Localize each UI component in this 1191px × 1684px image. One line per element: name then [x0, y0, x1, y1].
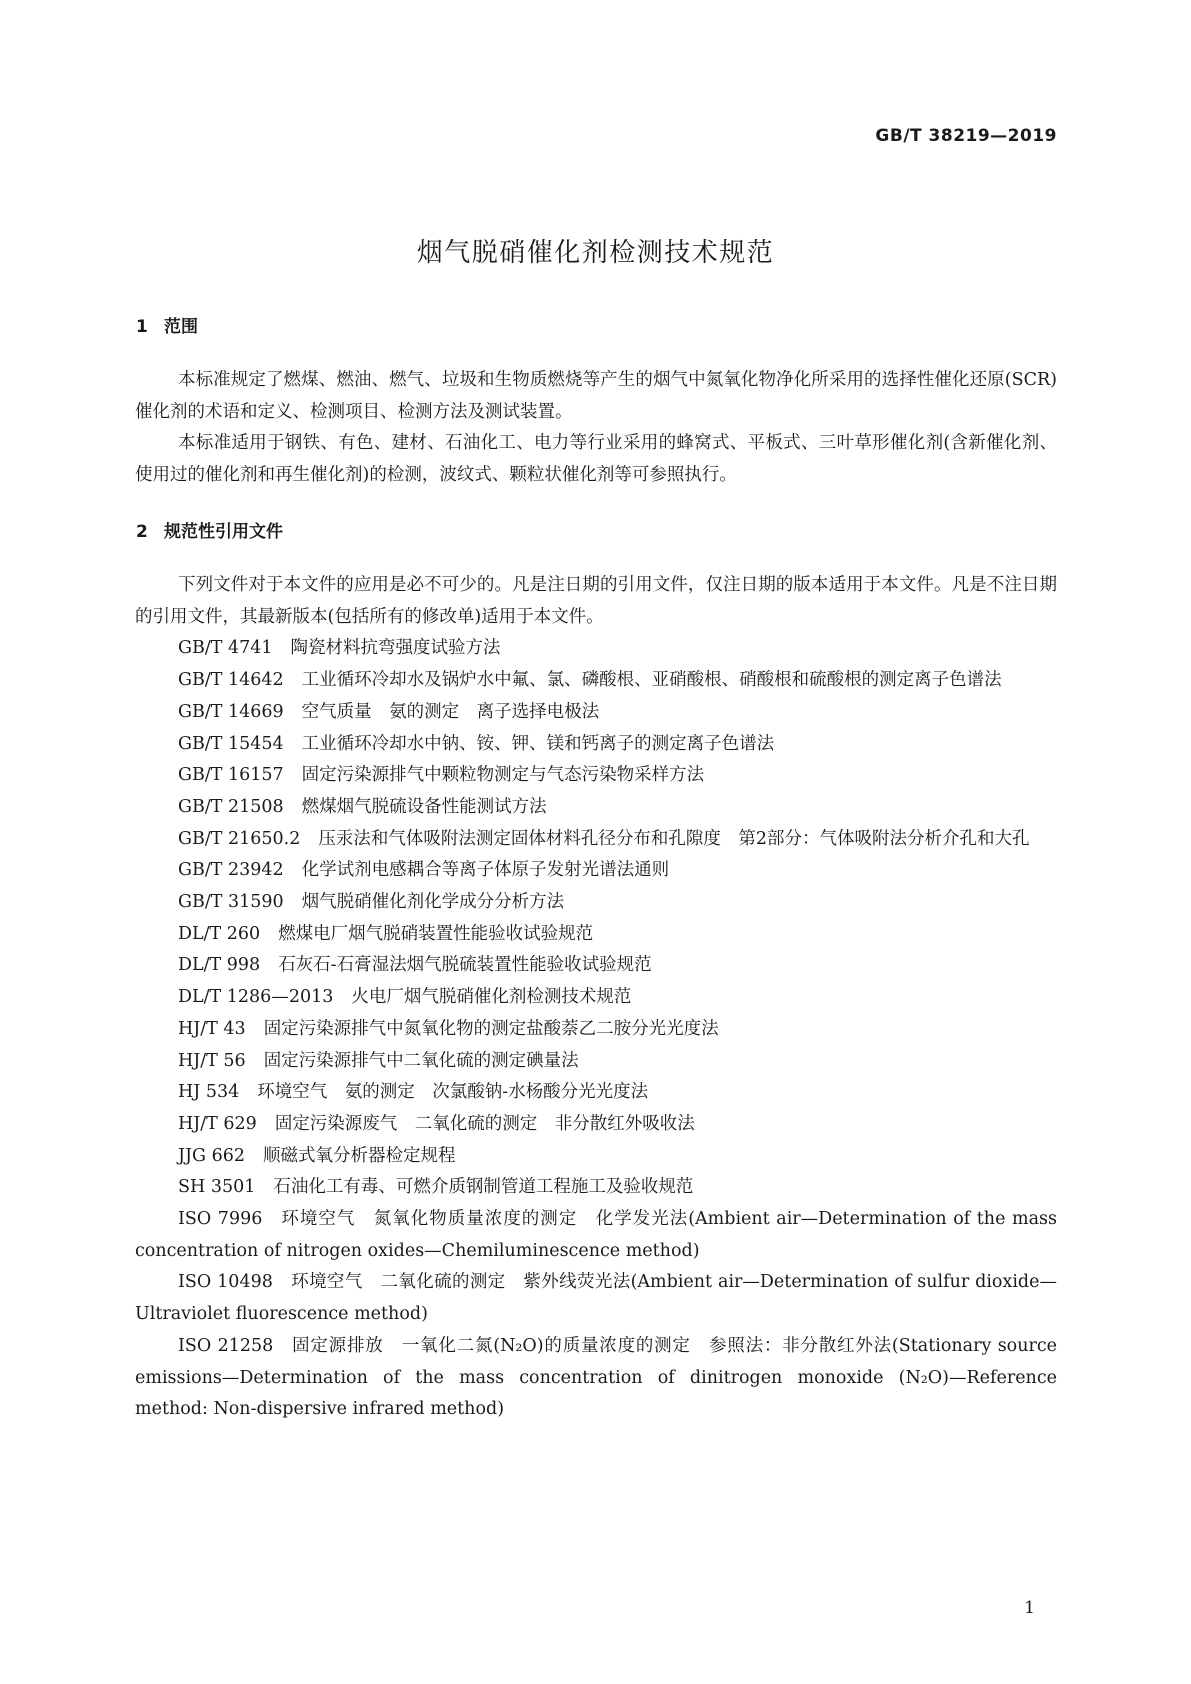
section-2-body	[135, 570, 1057, 1426]
reference-code: GB/T 16157	[178, 765, 284, 786]
reference-code: GB/T 15454	[178, 733, 284, 754]
reference-item	[135, 982, 1057, 1014]
reference-title: 燃煤电厂烟气脱硝装置性能验收试验规范	[278, 923, 594, 944]
section-1-number: 1	[136, 317, 148, 337]
reference-item	[135, 824, 1057, 856]
reference-title: 固定源排放 一氧化二氮(N₂O)的质量浓度的测定 参照法：非分散红外法(Stationary source emissions—Determination of the mass concentration of dinitrogen monoxide (N₂O)—Reference method: Non-dispersive infrared method)	[135, 1335, 1057, 1420]
reference-title: 固定污染源排气中氮氧化物的测定盐酸萘乙二胺分光光度法	[263, 1018, 719, 1039]
section-1-paragraph: 本标准适用于钢铁、有色、建材、石油化工、电力等行业采用的蜂窝式、平板式、三叶草形催化剂(含新催化剂、使用过的催化剂和再生催化剂)的检测，波纹式、颗粒状催化剂等可参照执行。	[135, 433, 1057, 486]
reference-item	[135, 1046, 1057, 1078]
reference-item	[135, 760, 1057, 792]
reference-item	[135, 1331, 1057, 1426]
reference-title: 火电厂烟气脱硝催化剂检测技术规范	[351, 987, 632, 1008]
reference-item	[135, 633, 1057, 665]
reference-title: 固定污染源排气中颗粒物测定与气态污染物采样方法	[301, 765, 705, 786]
reference-code: GB/T 14669	[178, 701, 284, 722]
section-2-title: 规范性引用文件	[164, 522, 283, 542]
reference-code: DL/T 260	[178, 923, 261, 944]
reference-title: 石灰石-石膏湿法烟气脱硫装置性能验收试验规范	[278, 955, 652, 976]
reference-item	[135, 697, 1057, 729]
section-2-number: 2	[136, 522, 148, 542]
reference-code: GB/T 23942	[178, 860, 284, 881]
reference-title: 环境空气 二氧化硫的测定 紫外线荧光法(Ambient air—Determination of sulfur dioxide—Ultraviolet fluorescence method)	[135, 1272, 1057, 1325]
section-1-heading	[136, 312, 198, 337]
reference-list	[135, 633, 1057, 1426]
reference-title: 燃煤烟气脱硫设备性能测试方法	[301, 796, 547, 817]
reference-title: 固定污染源排气中二氧化硫的测定碘量法	[263, 1050, 579, 1071]
reference-title: 环境空气 氨的测定 次氯酸钠-水杨酸分光光度法	[257, 1082, 649, 1103]
reference-code: JJG 662	[178, 1145, 245, 1166]
section-2-intro: 下列文件对于本文件的应用是必不可少的。凡是注日期的引用文件，仅注日期的版本适用于本文件。凡是不注日期的引用文件，其最新版本(包括所有的修改单)适用于本文件。	[135, 575, 1057, 627]
reference-item	[135, 1172, 1057, 1204]
reference-item	[135, 1141, 1057, 1173]
reference-title: 烟气脱硝催化剂化学成分分析方法	[301, 892, 565, 913]
reference-code: SH 3501	[178, 1177, 256, 1198]
reference-title: 顺磁式氧分析器检定规程	[262, 1145, 456, 1166]
reference-title: 石油化工有毒、可燃介质钢制管道工程施工及验收规范	[273, 1177, 694, 1198]
reference-code: HJ/T 629	[178, 1113, 257, 1134]
reference-code: GB/T 31590	[178, 892, 284, 913]
reference-item	[135, 792, 1057, 824]
reference-code: DL/T 1286—2013	[178, 987, 334, 1008]
reference-item	[135, 1077, 1057, 1109]
section-1-paragraph: 本标准规定了燃煤、燃油、燃气、垃圾和生物质燃烧等产生的烟气中氮氧化物净化所采用的选择性催化还原(SCR)催化剂的术语和定义、检测项目、检测方法及测试装置。	[135, 370, 1057, 422]
reference-item	[135, 1204, 1057, 1267]
reference-item	[135, 950, 1057, 982]
reference-title: 工业循环冷却水中钠、铵、钾、镁和钙离子的测定离子色谱法	[301, 733, 775, 754]
reference-code: DL/T 998	[178, 955, 261, 976]
reference-item	[135, 729, 1057, 761]
reference-title: 环境空气 氮氧化物质量浓度的测定 化学发光法(Ambient air—Determination of the mass concentration of nitrogen oxides—Chemiluminescence method)	[135, 1209, 1057, 1261]
reference-item	[135, 1267, 1057, 1330]
reference-code: GB/T 21650.2	[178, 828, 301, 849]
document-title: 烟气脱硝催化剂检测技术规范	[416, 238, 775, 268]
reference-item	[135, 919, 1057, 951]
reference-item	[135, 887, 1057, 919]
reference-code: HJ/T 43	[178, 1018, 246, 1039]
reference-code: GB/T 21508	[178, 796, 284, 817]
reference-item	[135, 665, 1057, 697]
reference-title: 固定污染源废气 二氧化硫的测定 非分散红外吸收法	[274, 1113, 695, 1134]
reference-code: ISO 21258	[178, 1335, 274, 1356]
reference-title: 空气质量 氨的测定 离子选择电极法	[301, 701, 600, 722]
section-2-heading	[136, 517, 283, 542]
section-1-body	[135, 365, 1057, 492]
reference-title: 化学试剂电感耦合等离子体原子发射光谱法通则	[301, 860, 670, 881]
reference-code: HJ/T 56	[178, 1050, 246, 1071]
reference-code: ISO 10498	[178, 1272, 273, 1293]
reference-item	[135, 1109, 1057, 1141]
reference-title: 工业循环冷却水及锅炉水中氟、氯、磷酸根、亚硝酸根、硝酸根和硫酸根的测定离子色谱法	[301, 670, 1002, 691]
reference-title: 陶瓷材料抗弯强度试验方法	[290, 638, 501, 659]
section-1-title: 范围	[164, 317, 198, 337]
reference-code: HJ 534	[178, 1082, 240, 1103]
reference-code: ISO 7996	[178, 1209, 263, 1230]
reference-code: GB/T 14642	[178, 670, 284, 691]
page-number: 1	[1024, 1598, 1035, 1618]
standard-code: GB/T 38219—2019	[875, 126, 1057, 146]
reference-code: GB/T 4741	[178, 638, 273, 659]
reference-title: 压汞法和气体吸附法测定固体材料孔径分布和孔隙度 第2部分：气体吸附法分析介孔和大孔	[318, 828, 1030, 849]
reference-item	[135, 1014, 1057, 1046]
reference-item	[135, 855, 1057, 887]
